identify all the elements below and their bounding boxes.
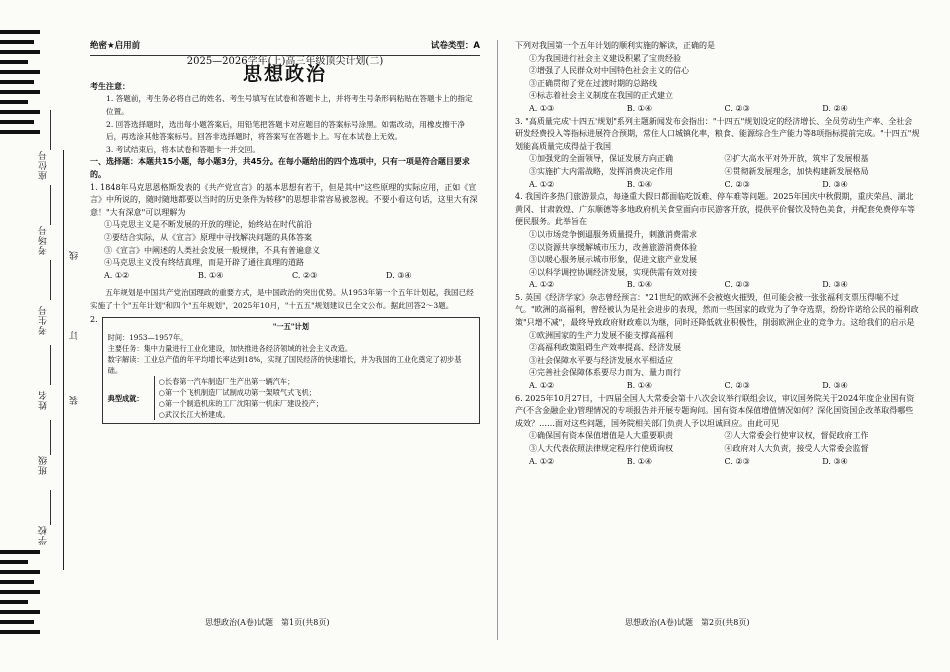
- achievement-label: 典型成就：: [107, 393, 144, 403]
- plan-time: 时间：1953—1957年。: [107, 333, 188, 343]
- q3-item: ③实施扩大内需战略，发挥消费决定作用: [529, 166, 673, 176]
- option-a[interactable]: A. ①②: [529, 179, 555, 189]
- option-d[interactable]: D. ③④: [386, 270, 412, 280]
- q2-number: 2.: [90, 315, 98, 325]
- option-d[interactable]: D. ③④: [822, 456, 848, 466]
- q3-item: ②扩大高水平对外开放，筑牢了发展根基: [724, 154, 869, 164]
- q3-item: ④贯彻新发展理念，加快构建新发展格局: [724, 166, 869, 176]
- q1-options: [90, 270, 480, 283]
- option-a[interactable]: A. ①③: [529, 103, 555, 113]
- q2-item: ②增强了人民群众对中国特色社会主义的信心: [529, 66, 689, 76]
- notes-title: 考生注意：: [90, 81, 130, 91]
- plan-box: [102, 317, 480, 424]
- q3-items: [515, 153, 920, 166]
- q5-item: ③社会保障水平要与经济发展水平相适应: [529, 355, 673, 365]
- q6-options: [515, 456, 920, 469]
- seat-label: 座位号: [39, 150, 49, 180]
- q4-options: [515, 279, 920, 292]
- option-d[interactable]: D. ②④: [822, 103, 848, 113]
- q5-item: ②高福利政策阻碍生产效率提高、经济发展: [529, 343, 681, 353]
- q6-items: [515, 443, 920, 456]
- q6-item: ②人大常委会行使审议权，督促政府工作: [724, 431, 869, 441]
- student-no-label: 考生号: [39, 305, 49, 335]
- option-c[interactable]: C. ②③: [724, 103, 750, 113]
- q2-options: [515, 103, 920, 116]
- option-c[interactable]: C. ②③: [724, 456, 750, 466]
- plan-data: 数字解读：工业总产值的年平均增长率达到18%，实现了国民经济的快速增长，并为我国的工业化奠定了初步基础。: [107, 355, 462, 376]
- note-item: 1. 答题前，考生务必将自己的姓名、考生号填写在试卷和答题卡上，并将考生号条形码粘贴在答题卡上的指定位置。: [106, 94, 473, 116]
- q6-item: ③人大代表依照法律规定程序行使质询权: [529, 444, 673, 453]
- right-column: [515, 40, 920, 468]
- q3-options: [515, 179, 920, 192]
- q3-item: ①加强党的全面领导，保证发展方向正确: [529, 154, 673, 164]
- achievement-item: ○武汉长江大桥建成。: [158, 410, 230, 420]
- question-2-stem: 下列对我国第一个五年计划的顺利实施的解读，正确的是: [515, 41, 715, 50]
- column-divider: [497, 40, 498, 640]
- option-b[interactable]: B. ①④: [626, 456, 653, 466]
- name-label: 姓名: [39, 390, 49, 410]
- achievement-item: ○第一个制造机床的工厂沈阳第一机床厂建设投产；: [158, 399, 324, 409]
- q4-item: ③以暖心服务展示城市形象，促进文旅产业发展: [529, 255, 697, 265]
- school-label: 学校: [39, 525, 49, 545]
- question-2: [90, 314, 480, 424]
- page-footer-right: 思想政治(A卷)试题 第2页(共8页): [625, 618, 750, 627]
- q6-item: ④政府对人大负责，接受人大常委会监督: [724, 444, 869, 453]
- material-2-3: 五年规划是中国共产党治国理政的重要方式，是中国政治的突出优势。从1953年第一个五年计划起，我国已经实施了十个"五年计划"和四个"五年规划"，2025年10月，"十五五"规划建议已全文公布。据此回答2～3题。: [90, 288, 474, 310]
- q3-items: [515, 166, 920, 179]
- exam-room-label: 考场号: [39, 225, 49, 255]
- note-item: 2. 回答选择题时，选出每小题答案后，用铅笔把答题卡对应题目的答案标号涂黑。如需改动，用橡皮擦干净后，再选涂其他答案标号。回答非选择题时，将答案写在答题卡上。写在本试卷上无效。: [106, 119, 465, 142]
- q1-item: ①马克思主义是不断发展的开放的理论，始终站在时代前沿: [104, 220, 312, 230]
- q5-item: ①欧洲国家的生产力发展不能支撑高福利: [529, 330, 673, 340]
- plan-box-title: "一五"计划: [272, 322, 309, 332]
- achievement-item: ○长春第一汽车制造厂生产出第一辆汽车；: [158, 377, 295, 387]
- q6-items: [515, 430, 920, 443]
- option-c[interactable]: C. ②③: [292, 270, 318, 280]
- left-column: [90, 40, 480, 424]
- q4-item: ②以资源共享缓解城市压力，改善旅游消费体验: [529, 242, 697, 252]
- q4-item: ①以市场竞争倒逼服务质量提升，刺激消费需求: [529, 229, 697, 239]
- q2-item: ③正确贯彻了党在过渡时期的总路线: [529, 78, 657, 88]
- exam-title: 2025—2026学年(上)高三年级顶尖计划(二): [186, 55, 384, 67]
- page-footer-left: 思想政治(A卷)试题 第1页(共8页): [205, 618, 330, 627]
- question-3-stem: 3. "高质量完成'十四五'规划"系列主题新闻发布会指出："十四五"规划设定的经济增长、全员劳动生产率、全社会研发经费投入等指标进展符合预期，常住人口城镇化率，粮食、能源综合生产能力等8项指标提前完成。"十四五"规划能高质量完成得益于我国: [515, 116, 920, 151]
- option-a[interactable]: A. ①②: [104, 270, 130, 280]
- note-item: 3. 考试结束后，将本试卷和答题卡一并交回。: [106, 144, 260, 154]
- secret-mark: 绝密★启用前: [90, 41, 141, 51]
- option-a[interactable]: A. ①②: [529, 381, 555, 391]
- option-c[interactable]: C. ②③: [724, 179, 750, 189]
- q1-item: ③《宣言》中阐述的人类社会发展一般规律，不具有普遍意义: [104, 245, 320, 255]
- option-a[interactable]: A. ①②: [529, 456, 555, 466]
- q1-item: ②要结合实际，从《宣言》原理中寻找解决问题的具体答案: [104, 232, 312, 242]
- fold-mark: 装: [70, 395, 80, 405]
- q5-options: [515, 380, 920, 393]
- line-mark: 线: [70, 250, 80, 260]
- q6-item: ①确保国有资本保值增值是人大重要职责: [529, 431, 673, 441]
- section-title: 一、选择题：本题共15小题，每小题3分，共45分。在每小题给出的四个选项中，只有一项是符合题目要求的。: [90, 157, 470, 179]
- plan-task: 主要任务：集中力量进行工业化建设，加快推进各经济领域的社会主义改造。: [107, 344, 353, 354]
- option-a[interactable]: A. ①②: [529, 280, 555, 290]
- class-label: 班级: [39, 455, 49, 475]
- q5-item: ④完善社会保障体系要尽力而为、量力而行: [529, 368, 681, 378]
- q2-item: ④标志着社会主义制度在我国的正式建立: [529, 91, 673, 101]
- q1-item: ④马克思主义没有终结真理，而是开辟了通往真理的道路: [104, 258, 304, 268]
- q4-item: ④以科学调控协调经济发展，实现供需有效对接: [529, 267, 697, 277]
- option-c[interactable]: C. ②③: [724, 280, 750, 290]
- option-d[interactable]: D. ③④: [822, 381, 848, 391]
- option-b[interactable]: B. ①④: [626, 103, 653, 113]
- option-b[interactable]: B. ①④: [626, 179, 653, 189]
- paper-type: 试卷类型：A: [430, 41, 480, 51]
- question-4-stem: 4. 我国许多热门旅游景点，每逢重大假日都面临吃饭难、停车难等问题。2025年国庆中秋假期，重庆荣昌、湖北黄冈、甘肃敦煌、广东顺德等多地政府机关食堂面向市民游客开放，提供平价餐饮及特色美食，并配套免费停车等便民服务。此举旨在: [515, 192, 915, 227]
- question-6-stem: 6. 2025年10月27日，十四届全国人大常委会第十八次会议举行联组会议，审议国务院关于2024年度企业国有资产(不含金融企业)管理情况的专项报告并开展专题询问。国有资本保值增值情况如何？深化国资国企改革取得哪些成效？……面对这些问题，国务院相关部门负责人予以坦诚回应。由此可见: [515, 393, 915, 428]
- question-5-stem: 5. 英国《经济学家》杂志曾经预言："21世纪的欧洲不会被炮火摧毁，但可能会被一张张福利支票压得喘不过气。"欧洲的高福利，曾经被认为是社会进步的表现，然而一些国家的政党为了争夺选票，纷纷许诺给公民的福利政策"只增不减"，最终导致政府财政难以为继，同时还降低就业积极性，削弱欧洲企业的竞争力。这给我们的启示是: [515, 292, 919, 328]
- subject-title: 思想政治: [242, 63, 327, 86]
- achievement-item: ○第一个飞机制造厂试制成功第一架喷气式飞机；: [158, 388, 316, 398]
- question-1-stem: 1. 1848年马克思恩格斯发表的《共产党宣言》的基本思想有若干，但是其中"这些原理的实际应用，正如《宣言》中所说的，随时随地都要以当时的历史条件为转移"的思想非常容易被忽视。不要小看这句话，这里大有深意！"大有深意"可以理解为: [90, 182, 478, 217]
- q2-item: ①为我国进行社会主义建设积累了宝贵经验: [529, 53, 681, 63]
- option-b[interactable]: B. ①④: [626, 280, 653, 290]
- option-b[interactable]: B. ①④: [198, 270, 224, 280]
- option-c[interactable]: C. ②③: [724, 381, 750, 391]
- option-d[interactable]: D. ③④: [822, 280, 848, 290]
- page-header: [90, 40, 480, 56]
- option-b[interactable]: B. ①④: [626, 381, 653, 391]
- bind-mark: 订: [70, 330, 80, 340]
- option-d[interactable]: D. ③④: [822, 179, 848, 189]
- plan-achievements: [108, 376, 474, 420]
